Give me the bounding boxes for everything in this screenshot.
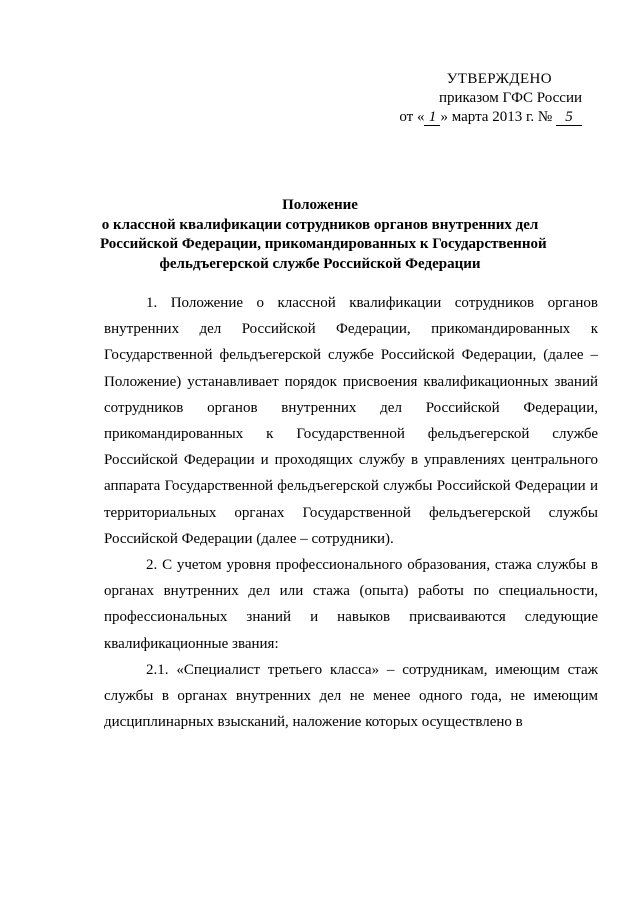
approval-order-line: приказом ГФС России bbox=[438, 90, 582, 106]
date-prefix: от « bbox=[399, 109, 425, 125]
document-title bbox=[100, 196, 547, 274]
title-line-2: о классной квалификации сотрудников органов внутренних дел bbox=[101, 216, 539, 233]
day-field: 1 bbox=[424, 108, 440, 126]
approval-date-line bbox=[352, 108, 582, 127]
date-middle: » марта 2013 г. № bbox=[440, 109, 553, 125]
paragraph-2-1: 2.1. «Специалист третьего класса» – сотрудникам, имеющим стаж службы в органах внутренних дел не менее одного года, не имеющим дисциплинарных взысканий, наложение которых осуществлено в bbox=[104, 661, 598, 731]
document-body bbox=[104, 290, 598, 735]
title-line-1: Положение bbox=[282, 197, 358, 213]
paragraph-2: 2. С учетом уровня профессионального образования, стажа службы в органах внутренних дел или стажа (опыта) работы по специальности, профессиональных знаний и навыков присваиваются следующие квалификационные звания: bbox=[104, 557, 598, 652]
title-line-3: Российской Федерации, прикомандированных к Государственной bbox=[100, 236, 547, 252]
approval-heading: УТВЕРЖДЕНО bbox=[446, 71, 552, 87]
order-number-field: 5 bbox=[556, 108, 582, 126]
title-line-4: фельдъегерской службе Российской Федерации bbox=[159, 255, 481, 272]
approval-block bbox=[352, 70, 582, 127]
paragraph-1: 1. Положение о классной квалификации сотрудников органов внутренних дел Российской Федерации, прикомандированных к Государственной фельдъегерской службе Российской Федерации, (далее – Положение) устанавливает порядок присвоения квалификационных званий сотрудников органов внутренних дел Российской Федерации, прикомандированных к Государственной фельдъегерской службе Российской Федерации и проходящих службу в управлениях центрального аппарата Государственной фельдъегерской службы Российской Федерации и территориальных органах Государственной фельдъегерской службы Российской Федерации (далее – сотрудники). bbox=[104, 295, 598, 547]
